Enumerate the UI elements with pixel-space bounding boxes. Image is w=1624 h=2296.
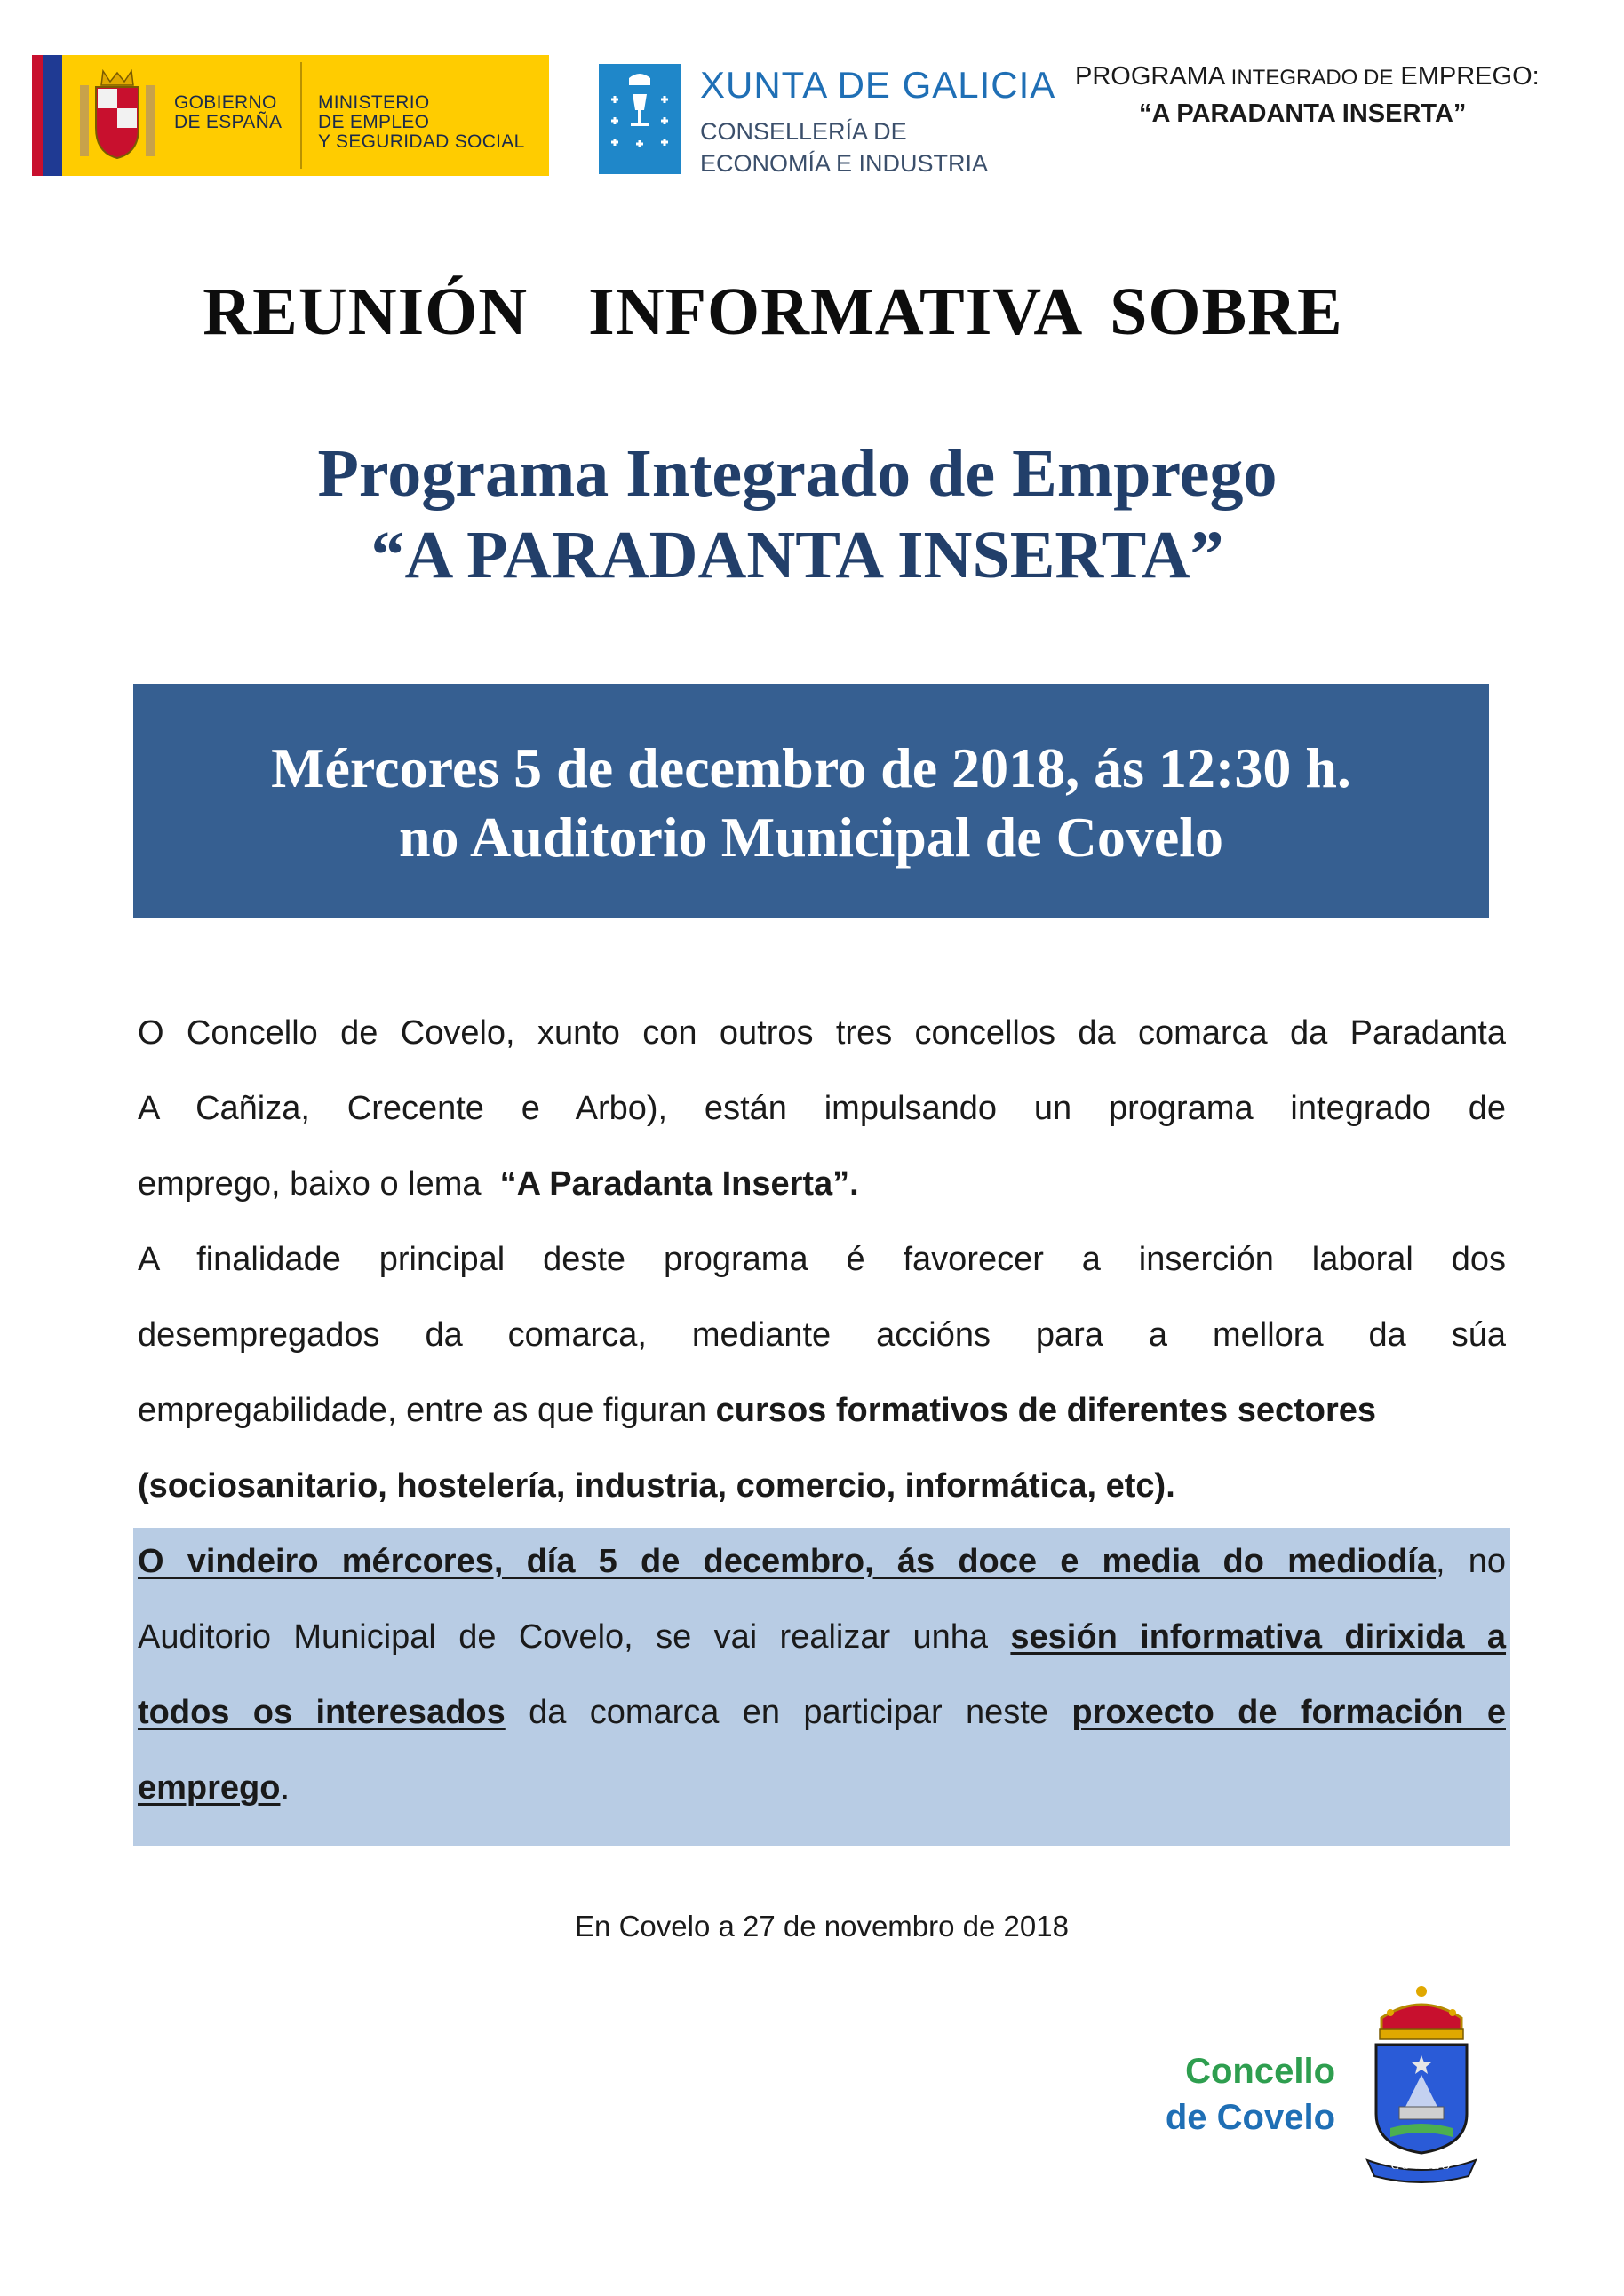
slogan-text: “A Paradanta Inserta”. bbox=[499, 1165, 859, 1203]
covelo-crest-icon bbox=[1364, 1982, 1479, 2187]
page-title: REUNIÓN INFORMATIVA SOBRE bbox=[203, 274, 1343, 349]
concello-label-2: de Covelo bbox=[1165, 2098, 1335, 2137]
signoff-date: En Covelo a 27 de novembro de 2018 bbox=[575, 1910, 1069, 1942]
body-line bbox=[138, 1694, 1506, 1732]
body-text: Auditorio Municipal de Covelo, se vai realizar unha bbox=[138, 1618, 1011, 1656]
programa-header-line2: “A PARADANTA INSERTA” bbox=[1139, 99, 1467, 128]
body-line: A finalidade principal deste programa é favorecer a inserción laboral dos bbox=[138, 1241, 1506, 1278]
body-line: A Cañiza, Crecente e Arbo), están impulsando un programa integrado de bbox=[138, 1090, 1506, 1127]
body-line bbox=[138, 1543, 1506, 1581]
xunta-logo-mark bbox=[599, 64, 681, 174]
xunta-title: XUNTA DE GALICIA bbox=[700, 64, 1056, 106]
gobierno-label-2: DE ESPAÑA bbox=[174, 112, 283, 132]
concello-label-1: Concello bbox=[1185, 2052, 1335, 2091]
body-line: O Concello de Covelo, xunto con outros tres concellos da comarca da Paradanta bbox=[138, 1014, 1506, 1052]
spain-coat-of-arms-icon bbox=[76, 68, 158, 165]
date-banner bbox=[133, 684, 1489, 918]
session-text: sesión informativa dirixida a bbox=[1010, 1618, 1507, 1656]
project-text-end: emprego bbox=[138, 1769, 281, 1807]
divider bbox=[300, 62, 302, 169]
courses-highlight: cursos formativos de diferentes sectores bbox=[715, 1392, 1377, 1429]
body-line: (sociosanitario, hostelería, industria, comercio, informática, etc). bbox=[138, 1467, 1175, 1505]
body-text: , no bbox=[1435, 1543, 1506, 1580]
xunta-conselleria-line2: ECONOMÍA E INDUSTRIA bbox=[700, 150, 989, 177]
meeting-date-text: O vindeiro mércores, día 5 de decembro, ás doce e media do mediodía bbox=[138, 1543, 1436, 1580]
xunta-conselleria-line1: CONSELLERÍA DE bbox=[700, 118, 907, 145]
programa-word: PROGRAMA bbox=[1075, 62, 1231, 91]
body-line bbox=[138, 1769, 1506, 1807]
programa-emprego-word: EMPREGO: bbox=[1393, 62, 1540, 91]
body-text: da comarca en participar neste bbox=[505, 1694, 1072, 1731]
body-line bbox=[138, 1618, 1506, 1656]
gobierno-label-1: GOBIERNO bbox=[174, 92, 277, 113]
body-text: emprego, baixo o lema bbox=[138, 1165, 500, 1203]
crest-ribbon-text: COVELO bbox=[1390, 2159, 1453, 2173]
ministerio-label-3: Y SEGURIDAD SOCIAL bbox=[318, 131, 525, 152]
project-text: proxecto de formación e bbox=[1071, 1694, 1506, 1731]
ministerio-label-1: MINISTERIO bbox=[318, 92, 430, 113]
body-line bbox=[138, 1165, 1506, 1204]
eu-flag-stripe bbox=[43, 55, 62, 176]
body-text: empregabilidade, entre as que figuran bbox=[138, 1392, 716, 1429]
gobierno-espana-logo bbox=[32, 55, 549, 176]
venue-line: no Auditorio Municipal de Covelo bbox=[398, 806, 1224, 869]
body-line: desempregados da comarca, mediante accións para a mellora da súa bbox=[138, 1316, 1506, 1354]
programa-header-line1 bbox=[1075, 62, 1540, 91]
date-line: Mércores 5 de decembro de 2018, ás 12:30 h. bbox=[271, 736, 1351, 799]
program-subtitle-line1: Programa Integrado de Emprego bbox=[317, 436, 1278, 511]
program-subtitle-line2: “A PARADANTA INSERTA” bbox=[370, 518, 1224, 592]
audience-text: todos os interesados bbox=[138, 1694, 506, 1731]
body-line bbox=[138, 1392, 1506, 1430]
ministerio-label-2: DE EMPLEO bbox=[318, 112, 430, 132]
programa-small-words: INTEGRADO DE bbox=[1230, 66, 1394, 90]
xunta-crest-icon bbox=[599, 64, 681, 174]
body-text: . bbox=[280, 1769, 291, 1807]
